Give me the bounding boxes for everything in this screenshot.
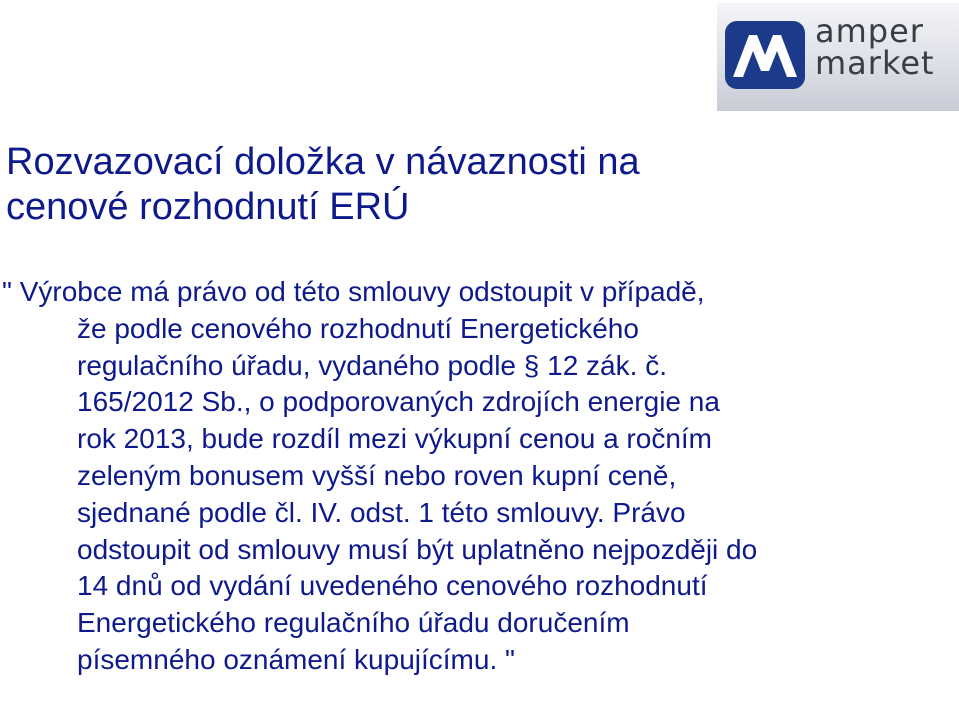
amper-market-logo-icon [725,21,805,89]
clause-line-10: Energetického regulačního úřadu doručením [77,607,630,639]
logo-word-amper: amper [815,12,924,50]
clause-line-5: rok 2013, bude rozdíl mezi výkupní cenou a ročním [77,423,713,455]
clause-line-9: 14 dnů od vydání uvedeného cenového rozhodnutí [77,570,708,602]
title-line-2: cenové rozhodnutí ERÚ [6,186,410,228]
title-line-1: Rozvazovací doložka v návaznosti na [6,141,640,183]
clause-line-1: " Výrobce má právo od této smlouvy odstoupit v případě, [2,276,705,307]
clause-line-3: regulačního úřadu, vydaného podle § 12 zák. č. [77,349,667,381]
clause-line-6: zeleným bonusem vyšší nebo roven kupní ceně, [77,459,677,491]
company-logo [717,3,959,111]
clause-line-4: 165/2012 Sb., o podporovaných zdrojích energie na [77,386,720,418]
logo-wordmark [815,12,935,82]
clause-line-11: písemného oznámení kupujícímu. " [77,643,515,675]
clause-line-8: odstoupit od smlouvy musí být uplatněno nejpozději do [77,533,758,565]
clause-text [0,274,955,679]
logo-word-market: market [815,44,935,82]
slide-title [6,140,640,230]
clause-line-2: že podle cenového rozhodnutí Energetického [77,312,639,344]
clause-line-7: sjednané podle čl. IV. odst. 1 této smlouvy. Právo [77,496,686,528]
